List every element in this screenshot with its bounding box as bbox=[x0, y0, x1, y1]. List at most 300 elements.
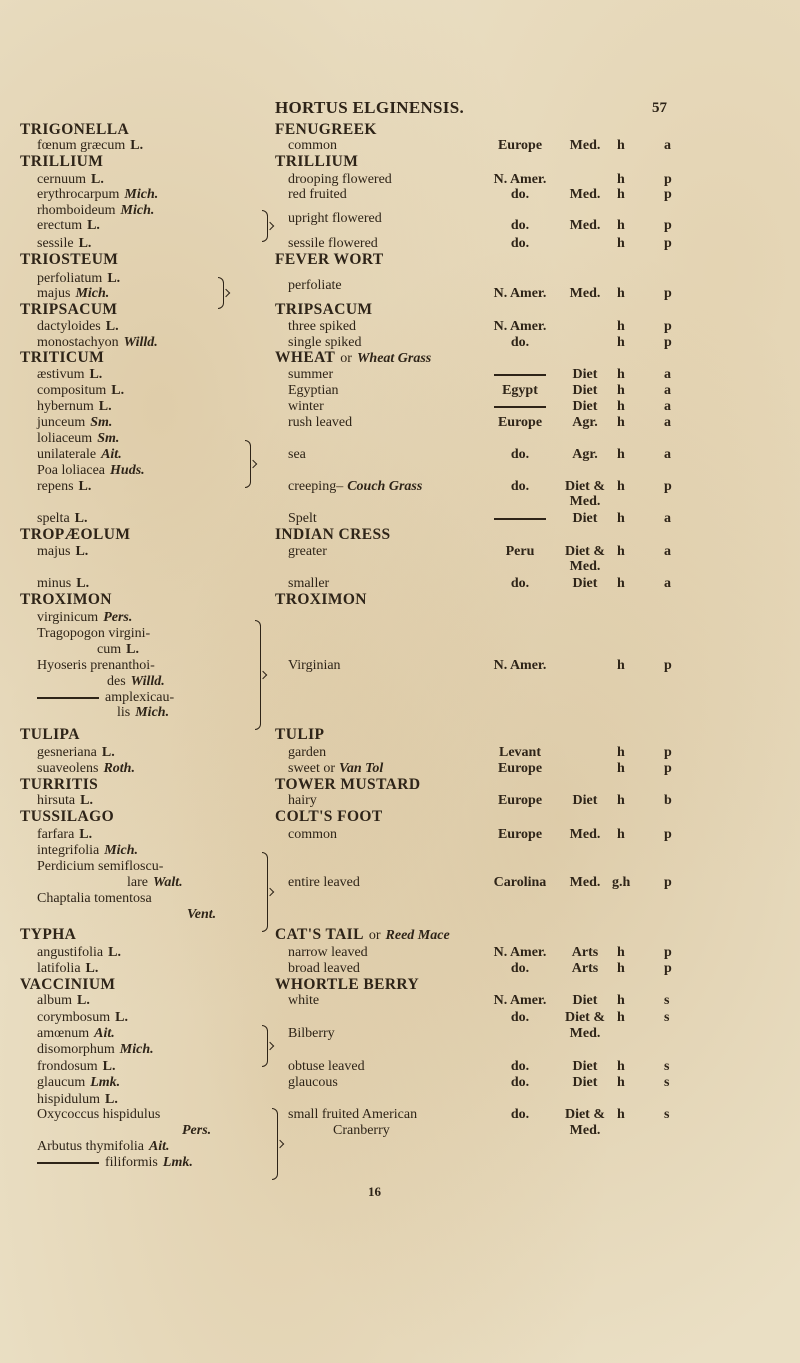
english-genus bbox=[275, 154, 358, 170]
duration-code: a bbox=[664, 138, 671, 153]
use-category: Med. bbox=[569, 138, 601, 153]
latin-text: Oxycoccus hispidulus bbox=[37, 1107, 161, 1122]
latin-text: integrifolia bbox=[37, 843, 100, 858]
brace-triosteum bbox=[218, 277, 224, 309]
use-category: Diet bbox=[572, 793, 598, 808]
use-category: Med. bbox=[569, 187, 601, 202]
latin-text: repens bbox=[37, 479, 74, 494]
latin-text: unilaterale bbox=[37, 447, 97, 462]
brace-triticum-sea bbox=[245, 440, 251, 488]
english-name bbox=[288, 415, 352, 431]
latin-text: erythrocarpum bbox=[37, 187, 120, 202]
authority: Mich. bbox=[75, 286, 110, 301]
english-genus bbox=[275, 592, 367, 608]
english-name bbox=[288, 1059, 365, 1075]
native-country bbox=[480, 511, 560, 527]
latin-text: farfara bbox=[37, 827, 75, 842]
english-genus bbox=[275, 777, 420, 793]
authority: Mich. bbox=[124, 187, 159, 202]
english-name bbox=[288, 761, 383, 777]
duration-code: p bbox=[664, 745, 672, 760]
authority: L. bbox=[105, 1092, 118, 1107]
species-name bbox=[37, 658, 155, 674]
english-text: Egyptian bbox=[288, 383, 339, 398]
duration-code: p bbox=[664, 761, 672, 776]
duration-code: p bbox=[664, 218, 672, 233]
native-country: N. Amer. bbox=[493, 319, 547, 334]
duration-code: a bbox=[664, 383, 671, 398]
authority: L. bbox=[107, 271, 121, 286]
habitat-code: h bbox=[617, 827, 625, 842]
latin-text: loliaceum bbox=[37, 431, 93, 446]
english-text: CAT'S TAIL bbox=[275, 926, 364, 943]
english-genus bbox=[275, 252, 384, 268]
habitat-code: h bbox=[617, 761, 625, 776]
species-name bbox=[37, 1042, 154, 1058]
authority: L. bbox=[79, 827, 93, 842]
habitat-code: h bbox=[617, 544, 625, 559]
english-name bbox=[288, 211, 382, 227]
native-country: do. bbox=[510, 1075, 530, 1090]
english-text: TRIPSACUM bbox=[275, 301, 373, 318]
latin-text: dactyloides bbox=[37, 319, 101, 334]
english-text: TROXIMON bbox=[275, 591, 367, 608]
native-country: do. bbox=[510, 1010, 530, 1025]
use-category: Agr. bbox=[572, 415, 598, 430]
native-country: do. bbox=[510, 218, 530, 233]
duration-code: a bbox=[664, 511, 671, 526]
english-name bbox=[288, 1075, 338, 1091]
species-name bbox=[37, 1155, 193, 1171]
running-header: HORTUS ELGINENSIS. bbox=[275, 98, 465, 117]
english-name bbox=[288, 576, 329, 592]
habitat-code: h bbox=[617, 399, 625, 414]
use-category: Diet bbox=[572, 1059, 598, 1074]
habitat-code: h bbox=[617, 383, 625, 398]
species-name bbox=[37, 415, 112, 431]
species-name bbox=[37, 745, 115, 761]
habitat-code: h bbox=[617, 1075, 625, 1090]
use-category: Med. bbox=[569, 494, 601, 509]
species-name bbox=[37, 203, 154, 219]
english-text: single spiked bbox=[288, 335, 362, 350]
english-name bbox=[288, 993, 319, 1009]
native-country: N. Amer. bbox=[493, 286, 547, 301]
authority: Vent. bbox=[187, 907, 217, 922]
latin-text: sessile bbox=[37, 236, 74, 251]
authority: L. bbox=[77, 993, 90, 1008]
authority: L. bbox=[101, 745, 115, 760]
latin-text: hybernum bbox=[37, 399, 94, 414]
english-name bbox=[288, 399, 324, 415]
english-genus bbox=[275, 809, 383, 825]
native-country bbox=[480, 399, 560, 415]
latin-text: des bbox=[107, 674, 126, 689]
brace-bilberry bbox=[262, 1025, 268, 1067]
english-text: three spiked bbox=[288, 319, 357, 334]
species-name bbox=[127, 875, 183, 891]
habitat-code: h bbox=[617, 218, 625, 233]
latin-text: spelta bbox=[37, 511, 70, 526]
latin-text: TRITICUM bbox=[20, 349, 105, 366]
authority: L. bbox=[115, 1010, 128, 1025]
duration-code: p bbox=[664, 658, 672, 673]
authority: Ait. bbox=[101, 447, 122, 462]
latin-text: disomorphum bbox=[37, 1042, 115, 1057]
latin-text: minus bbox=[37, 576, 72, 591]
latin-text: monostachyon bbox=[37, 335, 119, 350]
duration-code: p bbox=[664, 335, 672, 350]
habitat-code: h bbox=[617, 511, 625, 526]
brace-tussilago bbox=[262, 852, 268, 932]
authority: L. bbox=[108, 945, 121, 960]
english-name bbox=[288, 945, 368, 961]
english-text: drooping flowered bbox=[288, 172, 392, 187]
latin-text: filiformis bbox=[105, 1155, 158, 1170]
authority: Ait. bbox=[148, 1139, 170, 1154]
latin-text: TRILLIUM bbox=[20, 153, 104, 170]
ditto-dash bbox=[494, 374, 546, 376]
duration-code: p bbox=[664, 286, 672, 301]
latin-text: TYPHA bbox=[20, 926, 77, 943]
native-country: do. bbox=[510, 447, 530, 462]
species-name bbox=[37, 843, 138, 859]
ditto-dash bbox=[37, 1162, 99, 1164]
english-alt-name: Couch Grass bbox=[347, 479, 423, 494]
latin-text: virginicum bbox=[37, 610, 99, 625]
english-name bbox=[288, 479, 422, 495]
latin-text: majus bbox=[37, 286, 71, 301]
duration-code: p bbox=[664, 172, 672, 187]
native-country: Europe bbox=[497, 761, 543, 776]
duration-code: a bbox=[664, 415, 671, 430]
latin-text: hispidulum bbox=[37, 1092, 101, 1107]
latin-text: TURRITIS bbox=[20, 776, 99, 793]
habitat-code: h bbox=[617, 658, 625, 673]
english-text: creeping– bbox=[288, 479, 344, 494]
english-name bbox=[288, 511, 317, 527]
habitat-code: h bbox=[617, 286, 625, 301]
latin-text: Perdicium semifloscu- bbox=[37, 859, 164, 874]
authority: Roth. bbox=[103, 761, 135, 776]
native-country: do. bbox=[510, 187, 530, 202]
species-name bbox=[37, 431, 119, 447]
use-category: Diet & bbox=[564, 479, 606, 494]
habitat-code: h bbox=[617, 447, 625, 462]
english-text: Cranberry bbox=[333, 1123, 390, 1138]
latin-text: Hyoseris prenanthoi- bbox=[37, 658, 155, 673]
english-text: TRILLIUM bbox=[275, 153, 359, 170]
english-or: or bbox=[340, 351, 352, 366]
genus-name bbox=[20, 122, 129, 138]
english-genus bbox=[275, 350, 431, 366]
species-name bbox=[107, 674, 165, 690]
authority: L. bbox=[126, 642, 139, 657]
authority: Huds. bbox=[110, 463, 145, 478]
english-genus bbox=[275, 302, 372, 318]
native-country: do. bbox=[510, 1107, 530, 1122]
latin-text: VACCINIUM bbox=[20, 976, 116, 993]
species-name bbox=[37, 511, 88, 527]
signature-mark: 16 bbox=[368, 1184, 381, 1199]
english-text: upright flowered bbox=[288, 211, 382, 226]
latin-text: hirsuta bbox=[37, 793, 76, 808]
duration-code: a bbox=[664, 447, 671, 462]
english-text: summer bbox=[288, 367, 334, 382]
habitat-code: h bbox=[617, 335, 625, 350]
use-category: Arts bbox=[571, 945, 599, 960]
native-country: Carolina bbox=[493, 875, 547, 890]
species-name bbox=[37, 463, 145, 479]
species-name bbox=[37, 479, 91, 495]
authority: Lmk. bbox=[90, 1075, 121, 1090]
english-name bbox=[288, 544, 327, 560]
use-category: Diet bbox=[572, 367, 598, 382]
use-category: Med. bbox=[569, 559, 601, 574]
authority: L. bbox=[78, 479, 92, 494]
species-name bbox=[37, 1075, 120, 1091]
habitat-code: h bbox=[617, 945, 625, 960]
authority: Mich. bbox=[119, 1042, 154, 1057]
authority: Pers. bbox=[182, 1123, 212, 1138]
english-text: INDIAN CRESS bbox=[275, 526, 391, 543]
habitat-code: h bbox=[617, 745, 625, 760]
english-name bbox=[288, 278, 342, 294]
duration-code: p bbox=[664, 187, 672, 202]
use-category: Med. bbox=[569, 1123, 601, 1138]
latin-text: TULIPA bbox=[20, 726, 80, 743]
use-category: Diet & bbox=[564, 544, 606, 559]
english-name bbox=[288, 827, 337, 843]
english-text: FEVER WORT bbox=[275, 251, 384, 268]
latin-text: TUSSILAGO bbox=[20, 808, 115, 825]
genus-name bbox=[20, 154, 103, 170]
species-name bbox=[37, 286, 109, 302]
english-name bbox=[288, 745, 326, 761]
latin-text: Tragopogon virgini- bbox=[37, 626, 151, 641]
use-category: Med. bbox=[569, 1026, 601, 1041]
brace-troximon bbox=[255, 620, 261, 730]
use-category: Arts bbox=[571, 961, 599, 976]
authority: L. bbox=[85, 961, 99, 976]
english-text: broad leaved bbox=[288, 961, 360, 976]
english-name bbox=[288, 658, 341, 674]
authority: Mich. bbox=[120, 203, 155, 218]
genus-name bbox=[20, 977, 115, 993]
use-category: Diet bbox=[572, 383, 598, 398]
genus-name bbox=[20, 809, 114, 825]
species-name bbox=[37, 187, 158, 203]
latin-text: æstivum bbox=[37, 367, 85, 382]
species-name bbox=[37, 236, 91, 252]
latin-text: suaveolens bbox=[37, 761, 99, 776]
latin-text: Chaptalia tomentosa bbox=[37, 891, 152, 906]
species-name bbox=[37, 218, 100, 234]
duration-code: s bbox=[664, 1010, 670, 1025]
english-text: sea bbox=[288, 447, 306, 462]
english-text: TULIP bbox=[275, 726, 325, 743]
authority: L. bbox=[102, 1059, 116, 1074]
habitat-code: h bbox=[617, 187, 625, 202]
authority: L. bbox=[90, 172, 104, 187]
english-name bbox=[288, 875, 360, 891]
latin-text: glaucum bbox=[37, 1075, 86, 1090]
habitat-code: h bbox=[617, 1107, 625, 1122]
authority: L. bbox=[98, 399, 112, 414]
genus-name bbox=[20, 252, 118, 268]
authority: Lmk. bbox=[162, 1155, 193, 1170]
species-name bbox=[37, 1026, 115, 1042]
english-name bbox=[288, 1026, 335, 1042]
english-text: WHEAT bbox=[275, 349, 336, 366]
species-name bbox=[37, 761, 135, 777]
english-name bbox=[288, 793, 317, 809]
species-name bbox=[182, 907, 216, 923]
use-category: Diet bbox=[572, 1075, 598, 1090]
native-country: N. Amer. bbox=[493, 172, 547, 187]
habitat-code: h bbox=[617, 961, 625, 976]
species-name bbox=[97, 642, 139, 658]
english-text: COLT'S FOOT bbox=[275, 808, 383, 825]
habitat-code: h bbox=[617, 415, 625, 430]
species-name bbox=[37, 399, 112, 415]
duration-code: p bbox=[664, 319, 672, 334]
species-name bbox=[37, 610, 132, 626]
authority: Sm. bbox=[97, 431, 120, 446]
english-text: white bbox=[288, 993, 320, 1008]
native-country: N. Amer. bbox=[493, 658, 547, 673]
english-text: TOWER MUSTARD bbox=[275, 776, 421, 793]
english-name bbox=[288, 172, 392, 188]
english-text: rush leaved bbox=[288, 415, 353, 430]
english-text: sessile flowered bbox=[288, 236, 378, 251]
ditto-dash bbox=[494, 406, 546, 408]
species-name bbox=[37, 945, 121, 961]
english-genus bbox=[275, 527, 390, 543]
latin-text: corymbosum bbox=[37, 1010, 111, 1025]
authority: L. bbox=[87, 218, 100, 233]
native-country: Egypt bbox=[502, 383, 538, 398]
genus-name bbox=[20, 727, 80, 743]
english-genus bbox=[275, 977, 419, 993]
latin-text: rhomboideum bbox=[37, 203, 116, 218]
species-name bbox=[37, 1107, 160, 1123]
latin-text: erectum bbox=[37, 218, 83, 233]
native-country: Europe bbox=[497, 827, 543, 842]
use-category: Med. bbox=[569, 875, 601, 890]
use-category: Agr. bbox=[572, 447, 598, 462]
habitat-code: h bbox=[617, 236, 625, 251]
native-country: do. bbox=[510, 1059, 530, 1074]
english-text: WHORTLE BERRY bbox=[275, 976, 420, 993]
duration-code: s bbox=[664, 1059, 670, 1074]
duration-code: a bbox=[664, 367, 671, 382]
native-country: Peru bbox=[505, 544, 535, 559]
english-or: or bbox=[368, 928, 381, 943]
authority: Sm. bbox=[90, 415, 113, 430]
species-name bbox=[37, 993, 90, 1009]
english-genus bbox=[275, 727, 324, 743]
english-alt-name: Van Tol bbox=[339, 761, 384, 776]
latin-text: amœnum bbox=[37, 1026, 90, 1041]
authority: Willd. bbox=[130, 674, 165, 689]
authority: L. bbox=[78, 236, 92, 251]
english-text: Bilberry bbox=[288, 1026, 335, 1041]
english-name bbox=[288, 236, 378, 252]
latin-text: TROXIMON bbox=[20, 591, 112, 608]
authority: L. bbox=[89, 367, 103, 382]
english-text: greater bbox=[288, 544, 327, 559]
english-text: common bbox=[288, 827, 337, 842]
native-country: Europe bbox=[497, 138, 543, 153]
duration-code: a bbox=[664, 576, 671, 591]
english-text: winter bbox=[288, 399, 324, 414]
species-name bbox=[37, 138, 143, 154]
habitat-code: h bbox=[617, 319, 625, 334]
latin-text: junceum bbox=[37, 415, 86, 430]
english-text: small fruited American bbox=[288, 1107, 418, 1122]
duration-code: p bbox=[664, 961, 672, 976]
native-country: N. Amer. bbox=[493, 993, 547, 1008]
english-name bbox=[288, 447, 306, 463]
latin-text: amplexicau- bbox=[105, 690, 175, 705]
latin-text: cum bbox=[97, 642, 122, 657]
english-alt-name: Reed Mace bbox=[385, 928, 450, 943]
species-name bbox=[37, 271, 120, 287]
english-text: garden bbox=[288, 745, 327, 760]
species-name bbox=[37, 690, 174, 706]
english-name bbox=[333, 1123, 390, 1139]
latin-text: cernuum bbox=[37, 172, 86, 187]
latin-text: perfoliatum bbox=[37, 271, 103, 286]
authority: L. bbox=[105, 319, 119, 334]
english-text: red fruited bbox=[288, 187, 347, 202]
english-genus bbox=[275, 927, 450, 943]
species-name bbox=[37, 1092, 118, 1108]
latin-text: latifolia bbox=[37, 961, 81, 976]
latin-text: majus bbox=[37, 544, 71, 559]
habitat-code: h bbox=[617, 1059, 625, 1074]
duration-code: p bbox=[664, 479, 672, 494]
english-name bbox=[288, 1107, 417, 1123]
species-name bbox=[37, 447, 122, 463]
native-country: do. bbox=[510, 236, 530, 251]
english-text: common bbox=[288, 138, 337, 153]
habitat-code: h bbox=[617, 576, 625, 591]
ditto-dash bbox=[37, 697, 99, 699]
english-text: smaller bbox=[288, 576, 330, 591]
use-category: Med. bbox=[569, 286, 601, 301]
species-name bbox=[117, 705, 169, 721]
habitat-code: h bbox=[617, 793, 625, 808]
duration-code: p bbox=[664, 236, 672, 251]
latin-text: TRIOSTEUM bbox=[20, 251, 119, 268]
authority: L. bbox=[130, 138, 144, 153]
latin-text: angustifolia bbox=[37, 945, 104, 960]
genus-name bbox=[20, 777, 98, 793]
english-text: glaucous bbox=[288, 1075, 338, 1090]
english-text: Virginian bbox=[288, 658, 341, 673]
habitat-code: h bbox=[617, 367, 625, 382]
use-category: Diet & bbox=[564, 1010, 606, 1025]
species-name bbox=[37, 576, 89, 592]
use-category: Med. bbox=[569, 827, 601, 842]
latin-text: gesneriana bbox=[37, 745, 97, 760]
species-name bbox=[37, 1010, 128, 1026]
genus-name bbox=[20, 350, 104, 366]
page-number: 57 bbox=[652, 100, 667, 116]
species-name bbox=[37, 319, 119, 335]
